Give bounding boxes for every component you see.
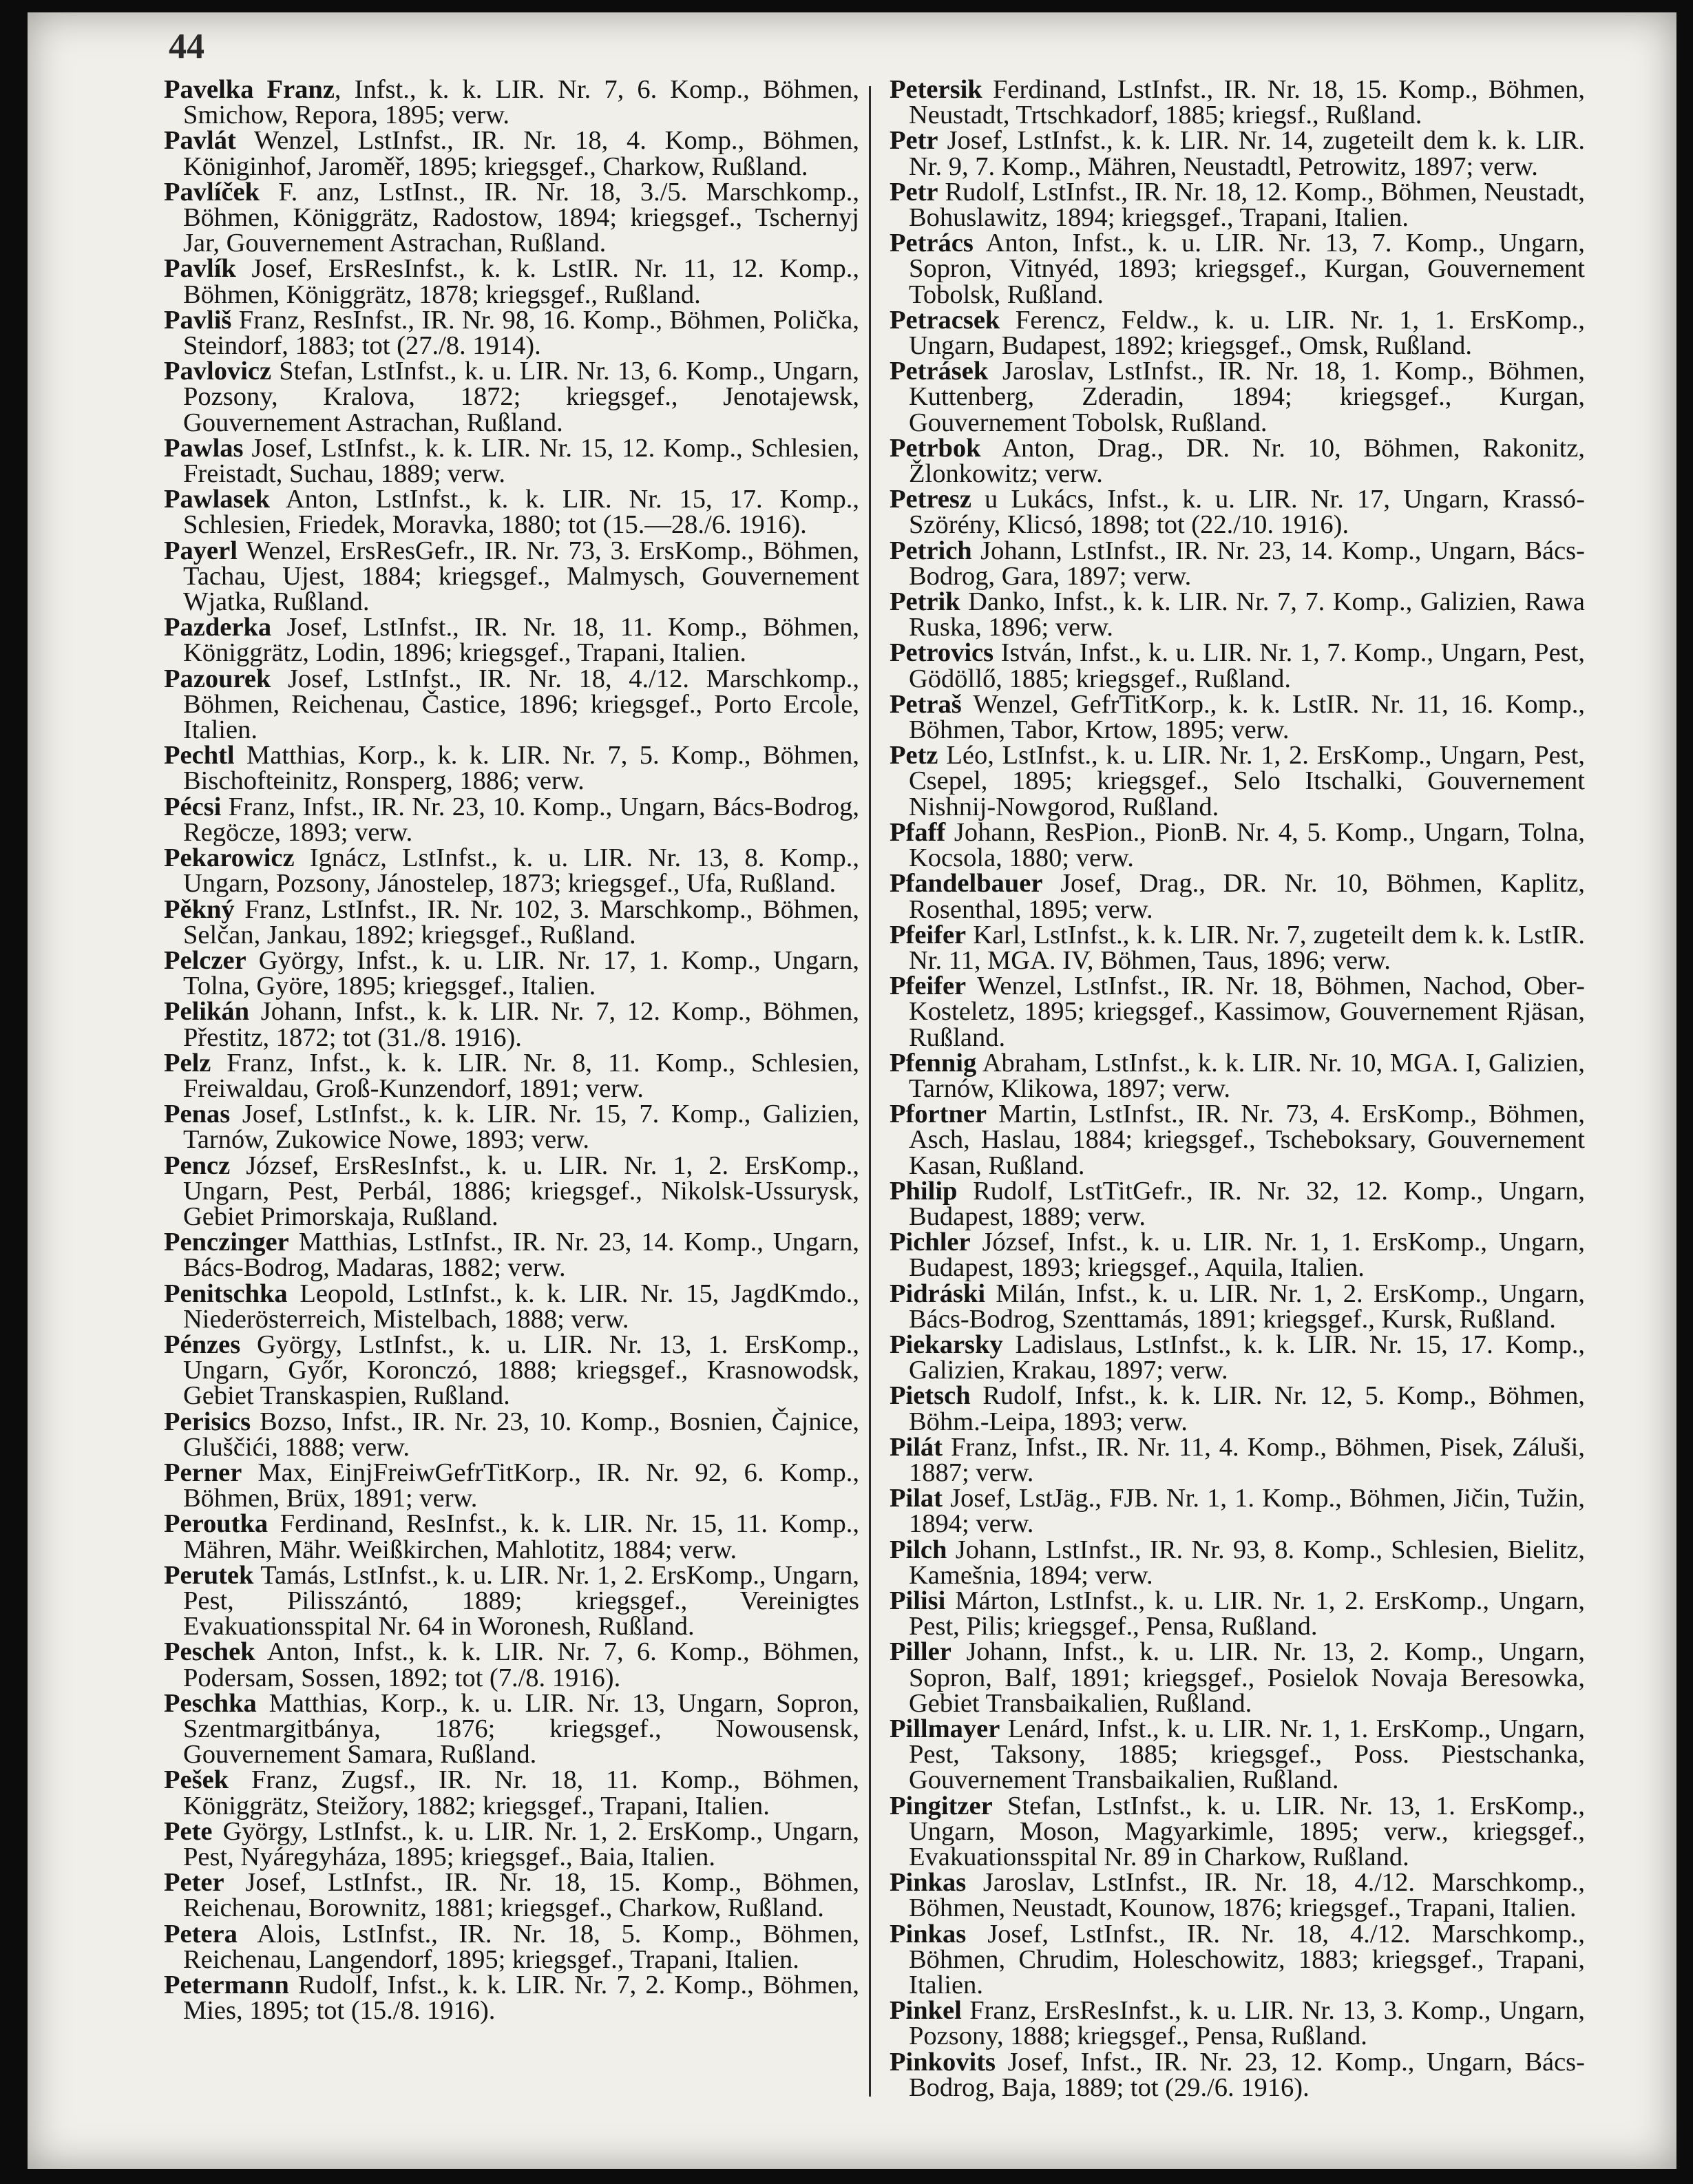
entry-surname: Pinkas — [890, 1919, 967, 1949]
entry-surname: Pawlas — [164, 433, 244, 463]
entry-surname: Pfandelbauer — [890, 869, 1043, 899]
entry-surname: Pešek — [164, 1765, 229, 1795]
list-entry — [890, 1432, 1585, 1487]
entry-details: Matthias, LstInfst., IR. Nr. 23, 14. Komp., Ungarn, Bács-Bodrog, Madaras, 1882; verw. — [183, 1228, 859, 1283]
entry-surname: Pidráski — [890, 1279, 986, 1308]
entry-surname: Pelz — [164, 1048, 211, 1078]
entry-details: Matthias, Korp., k. u. LIR. Nr. 13, Ungarn, Sopron, Szentmargitbánya, 1876; kriegsgef., Nowousensk, Gouvernement Samara, Rußland. — [183, 1688, 859, 1770]
list-entry — [890, 538, 1585, 589]
entry-surname: Pete — [164, 1816, 213, 1846]
entry-details: István, Infst., k. u. LIR. Nr. 1, 7. Komp., Ungarn, Pest, Gödöllő, 1885; kriegsgef., Rußland. — [909, 638, 1585, 693]
entry-surname: Pilch — [890, 1535, 947, 1564]
entry-details: Franz, LstInfst., IR. Nr. 102, 3. Marschkomp., Böhmen, Selčan, Jankau, 1892; kriegsgef., Rußland. — [183, 894, 859, 949]
list-entry — [890, 433, 1585, 489]
page-number: 44 — [169, 27, 204, 66]
entry-details: Josef, LstInfst., k. k. LIR. Nr. 15, 7. Komp., Galizien, Tarnów, Zukowice Nowe, 1893; verw. — [183, 1100, 859, 1155]
right-column — [890, 77, 1585, 2115]
entry-details: Rudolf, Infst., k. k. LIR. Nr. 12, 5. Komp., Böhmen, Böhm.-Leipa, 1893; verw. — [909, 1381, 1585, 1436]
entry-details: Ignácz, LstInfst., k. u. LIR. Nr. 13, 8. Komp., Ungarn, Pozsony, Jánostelep, 1873; kriegsgef., Ufa, Rußland. — [183, 843, 859, 899]
list-entry — [164, 999, 859, 1050]
list-entry — [164, 894, 859, 949]
list-entry — [890, 1588, 1585, 1639]
list-entry — [890, 1486, 1585, 1537]
entry-details: Josef, Infst., IR. Nr. 23, 12. Komp., Ungarn, Bács-Bodrog, Baja, 1889; tot (29./6. 1916). — [909, 2047, 1585, 2102]
entry-details: Bozso, Infst., IR. Nr. 23, 10. Komp., Bosnien, Čajnice, Gluščići, 1888; verw. — [183, 1407, 859, 1462]
entry-details: Jaroslav, LstInfst., IR. Nr. 18, 1. Komp., Böhmen, Kuttenberg, Zderadin, 1894; kriegsgef., Kurgan, Gouvernement Tobolsk, Rußland. — [909, 357, 1585, 437]
list-entry — [164, 1767, 859, 1818]
list-entry — [890, 1870, 1585, 1921]
entry-surname: Pawlasek — [164, 485, 270, 514]
entry-surname: Pavlovicz — [164, 357, 272, 386]
entry-details: Franz, ResInfst., IR. Nr. 98, 16. Komp., Böhmen, Polička, Steindorf, 1883; tot (27./8. 1914). — [183, 305, 859, 361]
list-entry — [164, 77, 859, 128]
entry-surname: Pavliš — [164, 305, 232, 335]
entry-details: Matthias, Korp., k. k. LIR. Nr. 7, 5. Komp., Böhmen, Bischofteinitz, Ronsperg, 1886; verw. — [183, 741, 859, 796]
entry-surname: Philip — [890, 1176, 958, 1206]
entry-surname: Petersik — [890, 77, 982, 104]
list-entry — [164, 666, 859, 744]
list-entry — [890, 177, 1585, 233]
entry-details: Josef, LstInfst., IR. Nr. 18, 4./12. Marschkomp., Böhmen, Chrudim, Holeschowitz, 1883; kriegsgef., Trapani, Italien. — [909, 1919, 1585, 2000]
entry-surname: Pelczer — [164, 945, 246, 975]
list-entry — [164, 1409, 859, 1460]
entry-details: József, Infst., k. u. LIR. Nr. 1, 1. ErsKomp., Ungarn, Budapest, 1893; kriegsgef., Aquila, Italien. — [909, 1228, 1585, 1283]
entry-surname: Pavlát — [164, 126, 236, 156]
entry-surname: Pavelka Franz — [164, 77, 335, 104]
list-entry — [890, 1537, 1585, 1588]
entry-surname: Penas — [164, 1100, 231, 1129]
entry-details: Stefan, LstInfst., k. u. LIR. Nr. 13, 1. ErsKomp., Ungarn, Moson, Magyarkimle, 1895; verw., kriegsgef., Evakuationsspital Nr. 89 in Charkow, Rußland. — [909, 1791, 1585, 1872]
list-entry — [890, 1230, 1585, 1281]
list-entry — [890, 589, 1585, 640]
list-entry — [164, 1153, 859, 1230]
list-entry — [890, 1639, 1585, 1716]
entry-surname: Pfennig — [890, 1048, 977, 1078]
entry-surname: Pénzes — [164, 1330, 241, 1359]
entry-details: Anton, LstInfst., k. k. LIR. Nr. 15, 17. Komp., Schlesien, Friedek, Moravka, 1880; tot (15.—28./6. 1916). — [183, 485, 859, 540]
left-column — [164, 77, 859, 2115]
entry-details: Lenárd, Infst., k. u. LIR. Nr. 1, 1. ErsKomp., Ungarn, Pest, Taksony, 1885; kriegsgef., Poss. Piestschanka, Gouvernement Transbaikalien, Rußland. — [909, 1714, 1585, 1795]
entry-surname: Perner — [164, 1458, 242, 1487]
list-entry — [164, 1973, 859, 2024]
entry-surname: Perutek — [164, 1560, 254, 1590]
entry-details: Anton, Infst., k. u. LIR. Nr. 13, 7. Komp., Ungarn, Sopron, Vitnyéd, 1893; kriegsgef., Kurgan, Gouvernement Tobolsk, Rußland. — [909, 229, 1585, 309]
list-entry — [890, 1048, 1585, 1103]
list-entry — [164, 945, 859, 1001]
entry-details: Josef, LstJäg., FJB. Nr. 1, 1. Komp., Böhmen, Jičin, Tužin, 1894; verw. — [909, 1484, 1585, 1539]
entry-surname: Pfortner — [890, 1100, 987, 1129]
entry-surname: Petera — [164, 1919, 238, 1949]
entry-surname: Pfaff — [890, 817, 946, 847]
list-entry — [164, 359, 859, 436]
list-entry — [164, 177, 859, 258]
entry-details: Jaroslav, LstInfst., IR. Nr. 18, 4./12. Marschkomp., Böhmen, Neustadt, Kounow, 1876; kriegsgef., Trapani, Italien. — [909, 1868, 1585, 1923]
entry-surname: Pechtl — [164, 741, 235, 770]
entry-surname: Pinkel — [890, 1996, 962, 2026]
list-entry — [164, 1639, 859, 1690]
list-entry — [890, 817, 1585, 873]
entry-surname: Petracsek — [890, 305, 1000, 335]
entry-details: Josef, LstInfst., k. k. LIR. Nr. 15, 12. Komp., Schlesien, Freistadt, Suchau, 1889; verw. — [183, 433, 859, 489]
list-entry — [164, 1919, 859, 1974]
entry-surname: Pazourek — [164, 664, 271, 693]
entry-surname: Pingitzer — [890, 1791, 993, 1820]
list-entry — [164, 305, 859, 361]
list-entry — [890, 2047, 1585, 2102]
entry-surname: Petraš — [890, 689, 962, 719]
entry-details: Franz, ErsResInfst., k. u. LIR. Nr. 13, 3. Komp., Ungarn, Pozsony, 1888; kriegsgef., Pensa, Rußland. — [909, 1996, 1585, 2051]
entry-surname: Pazderka — [164, 613, 272, 642]
entry-surname: Pekarowicz — [164, 843, 295, 873]
entry-surname: Penczinger — [164, 1228, 289, 1257]
entry-details: Abraham, LstInfst., k. k. LIR. Nr. 10, MGA. I, Galizien, Tarnów, Klikowa, 1897; verw. — [909, 1048, 1585, 1103]
entry-details: Josef, Drag., DR. Nr. 10, Böhmen, Kaplitz, Rosenthal, 1895; verw. — [909, 869, 1585, 924]
entry-details: Milán, Infst., k. u. LIR. Nr. 1, 2. ErsKomp., Ungarn, Bács-Bodrog, Szenttamás, 1891; kriegsgef., Kursk, Rußland. — [909, 1279, 1585, 1334]
list-entry — [890, 974, 1585, 1051]
entry-details: Josef, ErsResInfst., k. k. LstIR. Nr. 11, 12. Komp., Böhmen, Königgrätz, 1878; kriegsgef., Rußland. — [183, 254, 859, 309]
entry-details: Tamás, LstInfst., k. u. LIR. Nr. 1, 2. ErsKomp., Ungarn, Pest, Pilisszántó, 1889; kriegsgef., Vereinigtes Evakuationsspital Nr. 64 in Woronesh, Rußland. — [183, 1560, 859, 1641]
entry-surname: Petr — [890, 177, 938, 207]
entry-details: u Lukács, Infst., k. u. LIR. Nr. 17, Ungarn, Krassó-Szörény, Klicsó, 1898; tot (22./10. 1916). — [909, 485, 1585, 540]
entry-details: Franz, Zugsf., IR. Nr. 18, 11. Komp., Böhmen, Königgrätz, Steižory, 1882; kriegsgef., Trapani, Italien. — [183, 1765, 859, 1820]
entry-details: Josef, LstInfst., IR. Nr. 18, 4./12. Marschkomp., Böhmen, Reichenau, Častice, 1896; kriegsgef., Porto Ercole, Italien. — [183, 664, 859, 745]
entry-details: Danko, Infst., k. k. LIR. Nr. 7, 7. Komp., Galizien, Rawa Ruska, 1896; verw. — [909, 587, 1585, 642]
entry-surname: Peter — [164, 1868, 224, 1898]
list-entry — [164, 1102, 859, 1153]
entry-surname: Pinkas — [890, 1868, 967, 1898]
entry-details: , Infst., k. k. LIR. Nr. 7, 6. Komp., Böhmen, Smichow, Repora, 1895; verw. — [183, 77, 859, 130]
entry-details: Max, EinjFreiwGefrTitKorp., IR. Nr. 92, 6. Komp., Böhmen, Brüx, 1891; verw. — [183, 1458, 859, 1513]
list-entry — [164, 1460, 859, 1511]
list-entry — [890, 1102, 1585, 1179]
list-entry — [164, 1332, 859, 1409]
entry-details: Josef, LstInfst., k. k. LIR. Nr. 14, zugeteilt dem k. k. LIR. Nr. 9, 7. Komp., Mähren, Neustadtl, Petrowitz, 1897; verw. — [909, 126, 1585, 181]
entry-surname: Petermann — [164, 1971, 289, 2000]
entry-details: Johann, LstInfst., IR. Nr. 93, 8. Komp., Schlesien, Bielitz, Kamešnia, 1894; verw. — [909, 1535, 1585, 1590]
entry-surname: Pavlíček — [164, 177, 260, 207]
entry-surname: Petr — [890, 126, 938, 156]
entry-details: Anton, Infst., k. k. LIR. Nr. 7, 6. Komp., Böhmen, Podersam, Sossen, 1892; tot (7./8. 1916). — [183, 1637, 859, 1692]
list-entry — [890, 640, 1585, 691]
entry-surname: Pietsch — [890, 1381, 971, 1411]
entry-details: Josef, LstInfst., IR. Nr. 18, 15. Komp., Böhmen, Reichenau, Borownitz, 1881; kriegsgef., Charkow, Rußland. — [183, 1868, 859, 1923]
entry-details: György, LstInfst., k. u. LIR. Nr. 13, 1. ErsKomp., Ungarn, Győr, Koronczó, 1888; kriegsgef., Krasnowodsk, Gebiet Transkaspien, Rußland. — [183, 1330, 859, 1411]
entry-details: Johann, LstInfst., IR. Nr. 23, 14. Komp., Ungarn, Bács-Bodrog, Gara, 1897; verw. — [909, 536, 1585, 591]
list-entry — [890, 231, 1585, 308]
entry-details: Anton, Drag., DR. Nr. 10, Böhmen, Rakonitz, Žlonkowitz; verw. — [909, 433, 1585, 489]
list-entry — [164, 1511, 859, 1562]
list-entry — [164, 843, 859, 899]
list-entry — [164, 538, 859, 616]
entry-details: Alois, LstInfst., IR. Nr. 18, 5. Komp., Böhmen, Reichenau, Langendorf, 1895; kriegsgef., Trapani, Italien. — [183, 1919, 859, 1974]
entry-details: Franz, Infst., IR. Nr. 11, 4. Komp., Böhmen, Pisek, Záluši, 1887; verw. — [909, 1432, 1585, 1487]
entry-details: Wenzel, ErsResGefr., IR. Nr. 73, 3. ErsKomp., Böhmen, Tachau, Ujest, 1884; kriegsgef., Malmysch, Gouvernement Wjatka, Rußland. — [183, 536, 859, 617]
entry-surname: Perisics — [164, 1407, 251, 1436]
list-entry — [164, 487, 859, 538]
list-entry — [890, 920, 1585, 975]
list-entry — [890, 1332, 1585, 1383]
entry-surname: Pavlík — [164, 254, 236, 284]
entry-details: Franz, Infst., k. k. LIR. Nr. 8, 11. Komp., Schlesien, Freiwaldau, Groß-Kunzendorf, 1891; verw. — [183, 1048, 859, 1103]
entry-details: Karl, LstInfst., k. k. LIR. Nr. 7, zugeteilt dem k. k. LstIR. Nr. 11, MGA. IV, Böhmen, Taus, 1896; verw. — [909, 920, 1585, 975]
entry-surname: Piekarsky — [890, 1330, 1003, 1359]
entry-surname: Petrásek — [890, 357, 989, 386]
list-entry — [890, 1998, 1585, 2049]
entry-surname: Pfeifer — [890, 972, 967, 1001]
entry-details: Rudolf, LstTitGefr., IR. Nr. 32, 12. Komp., Ungarn, Budapest, 1889; verw. — [909, 1176, 1585, 1231]
entry-surname: Peschka — [164, 1688, 257, 1718]
entry-surname: Petz — [890, 741, 938, 770]
entry-surname: Pécsi — [164, 792, 222, 821]
entry-surname: Pelikán — [164, 997, 250, 1027]
entry-surname: Petrács — [890, 229, 974, 258]
list-entry — [164, 1870, 859, 1921]
list-entry — [164, 433, 859, 489]
entry-details: Leopold, LstInfst., k. k. LIR. Nr. 15, JagdKmdo., Niederösterreich, Mistelbach, 1888; verw. — [183, 1279, 859, 1334]
entry-details: Rudolf, Infst., k. k. LIR. Nr. 7, 2. Komp., Böhmen, Mies, 1895; tot (15./8. 1916). — [183, 1971, 859, 2026]
entry-details: Rudolf, LstInfst., IR. Nr. 18, 12. Komp., Böhmen, Neustadt, Bohuslawitz, 1894; kriegsgef., Trapani, Italien. — [909, 177, 1585, 233]
entry-details: Ladislaus, LstInfst., k. k. LIR. Nr. 15, 17. Komp., Galizien, Krakau, 1897; verw. — [909, 1330, 1585, 1385]
entry-surname: Payerl — [164, 536, 238, 565]
list-entry — [890, 871, 1585, 922]
entry-details: József, ErsResInfst., k. u. LIR. Nr. 1, 2. ErsKomp., Ungarn, Pest, Perbál, 1886; kriegsgef., Nikolsk-Ussurysk, Gebiet Primorskaja, Rußland. — [183, 1151, 859, 1231]
entry-surname: Pilát — [890, 1432, 943, 1462]
entry-surname: Petrbok — [890, 433, 981, 463]
entry-details: György, Infst., k. u. LIR. Nr. 17, 1. Komp., Ungarn, Tolna, Györe, 1895; kriegsgef., Italien. — [183, 945, 859, 1001]
entry-details: Johann, ResPion., PionB. Nr. 4, 5. Komp., Ungarn, Tolna, Kocsola, 1880; verw. — [909, 817, 1585, 873]
list-entry — [890, 1919, 1585, 2000]
entry-surname: Pillmayer — [890, 1714, 1000, 1743]
entry-surname: Petrich — [890, 536, 972, 565]
entry-details: Wenzel, GefrTitKorp., k. k. LstIR. Nr. 11, 16. Komp., Böhmen, Tabor, Krtow, 1895; verw. — [909, 689, 1585, 745]
list-entry — [890, 77, 1585, 128]
list-entry — [890, 1176, 1585, 1231]
entry-surname: Petrik — [890, 587, 960, 617]
list-entry — [164, 256, 859, 307]
list-entry — [164, 1560, 859, 1641]
list-entry — [890, 305, 1585, 361]
entry-details: Martin, LstInfst., IR. Nr. 73, 4. ErsKomp., Böhmen, Asch, Haslau, 1884; kriegsgef., Tscheboksary, Gouvernement Kasan, Rußland. — [909, 1100, 1585, 1180]
entry-details: Ferdinand, ResInfst., k. k. LIR. Nr. 15, 11. Komp., Mähren, Mähr. Weißkirchen, Mahlotitz, 1884; verw. — [183, 1509, 859, 1564]
entry-details: Ferdinand, LstInfst., IR. Nr. 18, 15. Komp., Böhmen, Neustadt, Trtschkadorf, 1885; kriegsf., Rußland. — [909, 77, 1585, 130]
entry-surname: Penitschka — [164, 1279, 288, 1308]
entry-details: Josef, LstInfst., IR. Nr. 18, 11. Komp., Böhmen, Königgrätz, Lodin, 1896; kriegsgef., Trapani, Italien. — [183, 613, 859, 668]
column-divider — [869, 86, 871, 2097]
entry-surname: Pinkovits — [890, 2047, 996, 2077]
list-entry — [890, 1791, 1585, 1872]
list-entry — [890, 487, 1585, 538]
entry-surname: Petresz — [890, 485, 971, 514]
entry-surname: Piller — [890, 1637, 951, 1667]
entry-details: György, LstInfst., k. u. LIR. Nr. 1, 2. ErsKomp., Ungarn, Pest, Nyáregyháza, 1895; kriegsgef., Baia, Italien. — [183, 1816, 859, 1872]
entry-surname: Peschek — [164, 1637, 255, 1667]
entry-details: Franz, Infst., IR. Nr. 23, 10. Komp., Ungarn, Bács-Bodrog, Regöcze, 1893; verw. — [183, 792, 859, 847]
entry-surname: Pilisi — [890, 1586, 946, 1615]
entry-surname: Pilat — [890, 1484, 943, 1513]
list-entry — [164, 128, 859, 179]
entry-details: Márton, LstInfst., k. u. LIR. Nr. 1, 2. ErsKomp., Ungarn, Pest, Pilis; kriegsgef., Pensa, Rußland. — [909, 1586, 1585, 1641]
entry-surname: Pfeifer — [890, 920, 967, 949]
entry-details: Johann, Infst., k. u. LIR. Nr. 13, 2. Komp., Ungarn, Sopron, Balf, 1891; kriegsgef., Posielok Novaja Beresowka, Gebiet Transbaikalien, Rußland. — [909, 1637, 1585, 1718]
entry-details: Stefan, LstInfst., k. u. LIR. Nr. 13, 6. Komp., Ungarn, Pozsony, Kralova, 1872; kriegsgef., Jenotajewsk, Gouvernement Astrachan, Rußland. — [183, 357, 859, 437]
entry-surname: Pěkný — [164, 894, 235, 924]
list-entry — [890, 689, 1585, 745]
list-entry — [890, 1281, 1585, 1332]
entry-details: Wenzel, LstInfst., IR. Nr. 18, 4. Komp., Böhmen, Königinhof, Jaroměř, 1895; kriegsgef., Charkow, Rußland. — [183, 126, 859, 181]
list-entry — [164, 1816, 859, 1872]
entry-details: Léo, LstInfst., k. u. LIR. Nr. 1, 2. ErsKomp., Ungarn, Pest, Csepel, 1895; kriegsgef., Selo Itschalki, Gouvernement Nishnij-Nowgorod, Rußland. — [909, 741, 1585, 821]
list-entry — [890, 743, 1585, 820]
list-entry — [890, 1716, 1585, 1794]
entry-details: Ferencz, Feldw., k. u. LIR. Nr. 1, 1. ErsKomp., Ungarn, Budapest, 1892; kriegsgef., Omsk, Rußland. — [909, 305, 1585, 361]
list-entry — [164, 792, 859, 847]
entry-surname: Pencz — [164, 1151, 231, 1180]
list-entry — [164, 1688, 859, 1770]
entry-details: Johann, Infst., k. k. LIR. Nr. 7, 12. Komp., Böhmen, Přestitz, 1872; tot (31./8. 1916). — [183, 997, 859, 1052]
list-entry — [890, 128, 1585, 179]
list-entry — [890, 359, 1585, 436]
list-entry — [164, 1281, 859, 1332]
entry-details: F. anz, LstInst., IR. Nr. 18, 3./5. Marschkomp., Böhmen, Königgrätz, Radostow, 1894; kriegsgef., Tschernyj Jar, Gouvernement Astrachan, Rußland. — [183, 177, 859, 258]
entry-surname: Pichler — [890, 1228, 971, 1257]
entry-details: Wenzel, LstInfst., IR. Nr. 18, Böhmen, Nachod, Ober-Kosteletz, 1895; kriegsgef., Kassimow, Gouvernement Rjäsan, Rußland. — [909, 972, 1585, 1052]
list-entry — [890, 1383, 1585, 1434]
list-entry — [164, 1048, 859, 1103]
list-entry — [164, 743, 859, 794]
list-entry — [164, 615, 859, 666]
list-entry — [164, 1230, 859, 1281]
entry-surname: Petrovics — [890, 638, 994, 668]
entry-surname: Peroutka — [164, 1509, 269, 1539]
